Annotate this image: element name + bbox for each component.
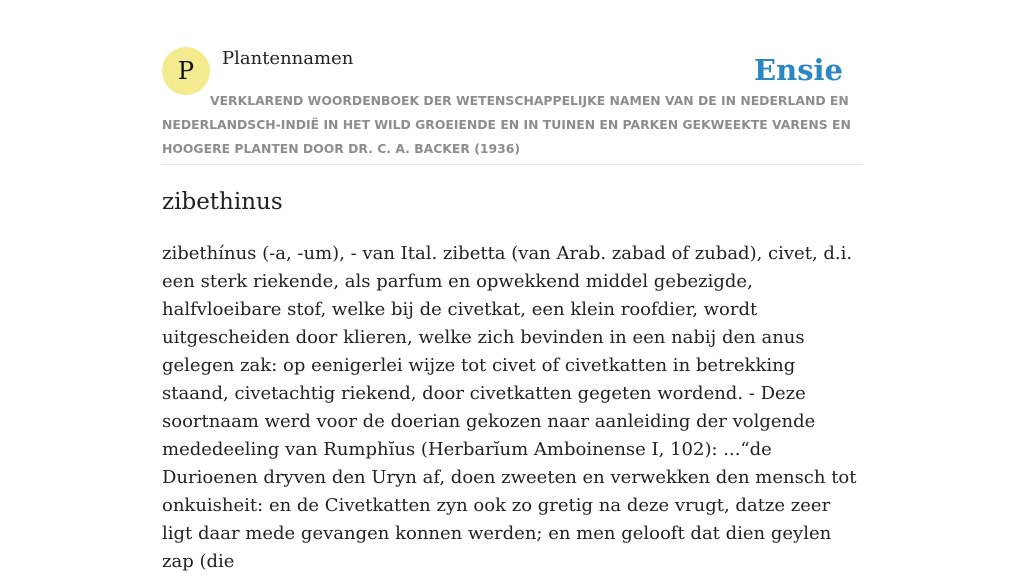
book-avatar[interactable]: P: [162, 47, 210, 95]
ensie-logo-link[interactable]: Ensie: [754, 53, 843, 87]
book-title-link[interactable]: Plantennamen: [222, 48, 354, 69]
site-header: [162, 44, 862, 165]
entry-title: zibethinus: [162, 189, 283, 215]
entry-body: zibethínus (-a, -um), - van Ital. zibetta (van Arab. zabad of zubad), civet, d.i. een sterk riekende, als parfum en opwekkend middel gebezigde, halfvloeibare stof, welke bij de civetkat, een klein roofdier, wordt uitgescheiden door klieren, welke zich bevinden in een nabij den anus gelegen zak: op eenigerlei wijze tot civet of civetkatten in betrekking staand, civetachtig riekend, door civetkatten gegeten wordend. - Deze soortnaam werd voor de doerian gekozen naar aanleiding der volgende mededeeling van Rumphĭus (Herbarĭum Amboinense I, 102): ...“de Durioenen dryven den Uryn af, doen zweeten en verwekken den mensch tot onkuisheit: en de Civetkatten zyn ook zo gretig na deze vrugt, datze zeer ligt daar mede gevangen konnen werden; en men gelooft dat dien geylen zap (die: [162, 243, 857, 572]
book-subtitle: VERKLAREND WOORDENBOEK DER WETENSCHAPPELIJKE NAMEN VAN DE IN NEDERLAND EN NEDERLANDSCH-INDIË IN HET WILD GROEIENDE EN IN TUINEN EN PARKEN GEKWEEKTE VARENS EN HOOGERE PLANTEN DOOR DR. C. A. BACKER (1936): [162, 93, 851, 156]
